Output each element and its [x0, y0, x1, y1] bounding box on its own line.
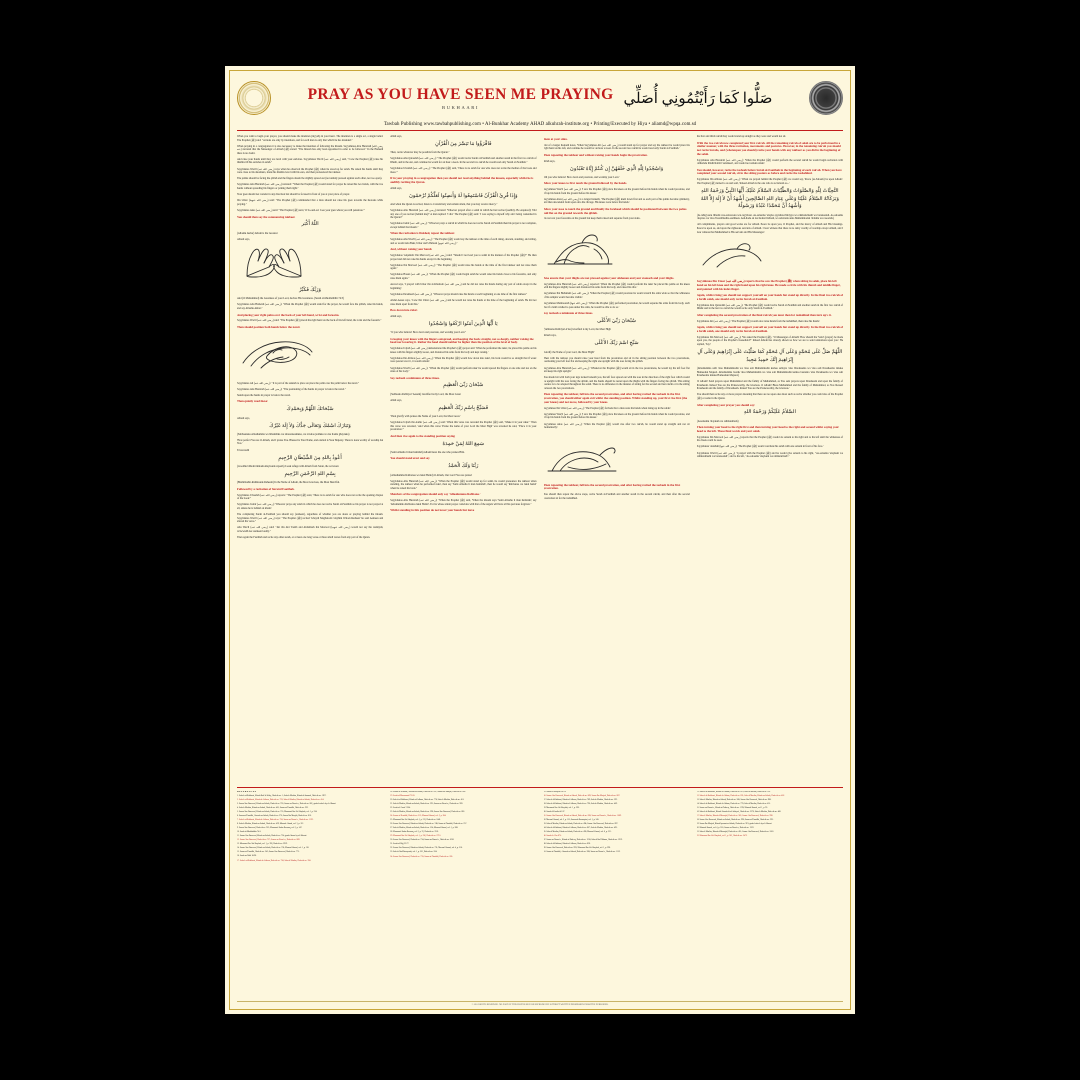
transliteration-text: Allah says,	[390, 398, 402, 402]
section-heading: After completing your prayer you should say:	[696, 402, 756, 407]
reference-item: 22. Surah al-A'raaf 7:204.	[390, 807, 411, 810]
body-paragraph: The completing Surah al-Faatihah you should say (aameen), regardless of whether you are alone or praying behind the imaam. Sayyidunaa Waa'il (رضي الله عنه) says: "The Prophet (ﷺ) recited 'Ghayril Maghdoobi 'alayhim Walad-Daalleen' he said Aameen and altered his voice."	[237, 513, 384, 524]
body-paragraph: Sayyidunaa 'Alqamah: Ibn Mas'ood (رضي الله عنه) said: "Should I not lead you to salah in the manner of the Prophet (ﷺ)?" He then prayed and did not raise his hands except in the beginning.	[390, 254, 537, 261]
arabic-text: يَا أَيُّهَا الَّذِينَ آمَنُوا ارْكَعُوا وَاسْجُدُوا	[428, 320, 498, 327]
body-paragraph: And when the Quran is recited, listen to it attentively and remain silent, that you may receive mercy."	[390, 203, 498, 207]
body-paragraph: You should sit with both your legs tucked beneath you, the left foot spread out with the toes in the direction of the right foot which would be upright with the toes facing the qiblah, and the hands should be rested upon the thighs with the fingers facing the qiblah. This sitting posture is to be adopted throughout the salah. There is no difference in the manner of sitting for the second and last rak'ah or in the sitting between the two prostrations.	[543, 376, 690, 390]
text-column	[544, 135, 690, 785]
section-heading: Bow down into ruku'.	[390, 308, 419, 313]
section-heading: them at your sides.	[543, 137, 568, 141]
reference-item: 50. Sunan at-Tirmidhi, Abwaab as-Salaah, Hadeeth no. 288; Sunan an-Nasaa'ee, Hadeeth no. 1152.	[543, 851, 621, 854]
body-paragraph: Sayyidunaa Anas (رضي الله عنه) is a longer hadeeth, 'The Prophet (ﷺ) knelt down first and so each part of his palms became symmetry, and then descended from upon onto the ribcage. His knees were below his hands.'	[543, 197, 690, 205]
body-paragraph: And raise your hands until they are level with your earlobes. Sayyidunaa Waa'il (رضي الله عنه) said, "I saw the Prophet (ﷺ) raise his thumbs till his earlobes in salah."	[237, 157, 384, 165]
section-heading: Say tasbeeh a minimum of three times.	[543, 311, 594, 316]
section-heading: You should then say the commencing takbeer.	[237, 214, 296, 219]
arabic-text: سَبِّحِ اسْمَ رَبِّكَ الأَعْلَى	[594, 340, 639, 347]
reference-item: 41. Sunan Abu Daawood, Kitaab as-Salaah, Hadeeth no. 838; Sunan an-Nasaa'ee, Hadeeth no. 1089.	[543, 815, 622, 818]
body-paragraph: Sayyidunaa Ubaadah (رضي الله عنه) reports: "The Prophet (ﷺ) said, 'There is no salah for one who does not recite the opening chapter of the book.'"	[237, 493, 384, 501]
section-heading: Then repeating the takbeer, fall into the second prostration, and after having recited the tasbeeh in the first prostration, you should either again exit whilst the standing position. Whilst standing up, your first rise first (the your knees) and not move, followed by your knees.	[543, 392, 688, 404]
body-paragraph: Sayyidunaa Waa'il (رضي الله عنه): 'I prayed with the Prophet (ﷺ) and he would give salaam to his right, "As-salaamu 'alaykum wa rahmatullaahi wa barakaatuh", and to his left, "As-salaamu 'alaykum wa rahmatullaah".'	[696, 451, 843, 459]
body-paragraph: Sayyidunaa Ubaidah (رضي الله عنه): "The Prophet (ﷺ) said, 'There is no salah for one who does not recite the mother of the book and more.'"	[390, 167, 537, 174]
sitting-posture-illustration	[544, 433, 690, 480]
body-paragraph: Sayyidunaa Hasan (رضي الله عنه): "When the Prophet (ﷺ) would begin salah he would raise his hands close to his forearms, and only raise them again."	[390, 273, 537, 280]
transliteration-text: Allaah says,	[237, 237, 250, 241]
page-title: PRAY AS YOU HAVE SEEN ME PRAYING	[307, 86, 614, 103]
body-paragraph: Sayyidunaa Ibn Mas'ood (رضي الله عنه): "The Prophet (ﷺ) would raise his hands at the time of the first takbeer and not raise them again."	[390, 263, 537, 271]
body-paragraph: (Allaahumma salli 'alaa Muhammadin wa 'alaa aali Muhammadin kamaa sallayta 'alaa Ibraaheema wa 'alaa aali Ibraaheema innaka Hameedun Majeed. Allaahumma baarik 'alaa Muhammadin wa 'alaa aali Muhammadin kamaa baarakta 'alaa Ibraaheema wa 'alaa aali Ibraaheema innaka Hameedun Majeed.)	[696, 367, 843, 378]
body-paragraph: Sayyidunaa Jaabir (رضي الله عنه): 'Whoever prays any salah in which he does not recite Surah al-Faatihah so his prayer is not prayed at all, unless he is behind an imam.'	[237, 503, 384, 510]
arabic-text: رَبَّنَا وَلَكَ الْحَمْدُ	[448, 463, 479, 470]
reference-item: 53. Saheeh Muslim, Kitaab as-Salaah, Hadeeth no. 580; Sunan Abu Daawood, Hadeeth no. 988.	[696, 799, 772, 802]
reference-item: 49. Sunan Abu Daawood, Hadeeth no. 992; Musannaf Ibn Abi Shaybah, vol. 1, p. 298.	[543, 847, 611, 850]
body-paragraph: Your gaze should not wander in any direction but should be focused in front of you at your place of prayer.	[237, 193, 350, 197]
body-paragraph: "O you who believe! Bow down and prostrate, and worship your Lord."	[390, 331, 467, 335]
section-heading: Followed by a recitation of Suratul Faatihah.	[237, 486, 295, 491]
body-paragraph: (Bismillaahir-Rahmaanir-Raheem) In the Name of Allaah, the Most Gracious, the Most Merciful.	[237, 481, 340, 485]
body-paragraph: Do not rest your forearms on the ground but keep them raised and separate from your sides.	[543, 217, 641, 221]
section-heading: Members of the congregation should only say 'Allaahumma Rabbana.'	[390, 492, 481, 497]
reference-item: 31. Surah al-Hajj 22:77.	[390, 843, 409, 846]
reference-item: 18. Sunan at-Tirmidhi, Abwaab as-Salaah, Hadeeth no. 247; Sunan Ibn Maajah, Hadeeth no. 838.	[390, 791, 466, 793]
reference-item: 28. Musannaf Abdur-Razzaaq, vol. 2, p. 70, Hadeeth no. 2531.	[390, 831, 439, 834]
section-heading: Then turning your head to the right first and then turning your head to the right and second whilst saying your head to the left. These final words end your salah.	[696, 425, 839, 433]
text-column	[237, 135, 383, 785]
body-paragraph: Sayyidunaa Ibn Mas'ood (رضي الله عنه) reports that the Prophet (ﷺ) would do salaam to his right and to his left until the whiteness of his cheek could be seen.	[696, 435, 843, 443]
body-paragraph: Sayyidunaa Ibn Abbaas (رضي الله عنه): 'When we prayed behind the Prophet (ﷺ) we would say, 'Peace (as-Salaam) be upon Allaah.' The Prophet (ﷺ) turned to us and said, 'Indeed Allaah is the one who is as-Salaam so...'	[696, 178, 843, 185]
body-paragraph: Sayyidunaa Jaabir (رضي الله عنه): "Whoever prays a rak'ah in which he does not recite Surah al-Faatihah then his prayer is not complete, except behind the imaam."	[390, 222, 537, 229]
reference-item: 7. Saheeh al-Bukhaari, Kitaab al-Adhaan, Hadeeth no. 750; Sunan an-Nasaa'ee, Hadeeth no. 1193.	[237, 819, 314, 822]
transliteration-text: Allaah says,	[543, 334, 557, 338]
body-paragraph: Sayyidunaa Anas (رضي الله عنه) said: "The Prophet (ﷺ) said, 'O So-and-so! I see your gaze where you will penetrate.'"	[237, 208, 365, 212]
references-section	[237, 791, 843, 975]
transliteration-text: Allaah says,	[237, 416, 250, 420]
section-heading: Also ensure that your thighs are not pressed against your abdomen and your stomach and your thighs.	[543, 276, 675, 281]
transliteration-text: Allah says,	[543, 159, 556, 163]
body-paragraph: (Sami Allaahu li man hamidah) Allaah hears the one who praises Him.	[390, 450, 465, 454]
section-heading: When the recitation is finished, repeat the takbeer.	[390, 231, 455, 236]
reference-item: 60. Musnad Ahmad, vol. 4, p. 316; Sunan an-Nasaa'ee, Hadeeth no. 1319.	[696, 827, 754, 830]
body-paragraph: Sayyidunaa Ibn Buhainah (رضي الله عنه): 'When the Prophet (ﷺ) would prostrate he would stretch his arms wide so that the whiteness of his armpits would become visible.'	[543, 292, 690, 299]
body-paragraph: The palms should be facing the qiblah and the fingers should be slightly spread out (not unduly pressed against each other, nor too open).	[237, 177, 383, 181]
hands-folded-illustration	[237, 333, 383, 378]
reference-item: 57. Saheeh Muslim, Kitaab al-Masaajid, Hadeeth no. 582; Sunan Abu Daawood, Hadeeth no. 996.	[696, 815, 773, 818]
arabic-text: سُبْحَانَ رَبِّيَ الأَعْلَى	[597, 317, 637, 324]
body-paragraph: Sayyidunaa Waa'il (رضي الله عنه): "When the Prophet (ﷺ) would perform ruku' he would spread his fingers at one side and not on the sides of his body."	[390, 366, 537, 374]
body-paragraph: Sayyidunaa Abu Qataadah (رضي الله عنه): "The Prophet (ﷺ) would recite Surah al-Faatihah and another surah in the first two rak'ah of Dhuhr, and in the Asr, and continue he would for an hour a noon. In the second two rak'ah he would read only Surah al-Faatihah."	[390, 157, 537, 164]
reference-item: 8. Saheeh Muslim, Kitaab as-Salaah, Hadeeth no. 429; Musnad Ahmad, vol. 3, p. 112.	[237, 823, 304, 826]
body-paragraph: Sayyidunaa Abu Qataadah (رضي الله عنه): 'The Prophet (ﷺ) would recite Surah al-Faatihah and another surah in the first two rak'ah of Dhuhr and in the last two rak'ah he would recite only Surah al-Faatihah.'	[696, 303, 843, 311]
body-paragraph: (Subhaana Rabbiyal A'laa) Glorified is my Lord, the Most High	[543, 328, 611, 332]
references-column	[390, 791, 536, 975]
footnotes-divider	[237, 787, 843, 788]
reference-item: 27. Saheeh Muslim, Kitaab as-Salaah, Hadeeth no. 534; Musnad Ahmad, vol. 1, p. 388.	[390, 827, 459, 830]
reference-item: 56. Saheeh al-Bukhaari, Kitaab Ahaadeeth al-Anbiyaa', Hadeeth no. 3370; Saheeh Muslim, Hadeeth no. 406.	[696, 811, 782, 814]
arabic-text: اللَّهُمَّ صَلِّ عَلَى مُحَمَّدٍ وَعَلَى آلِ مُحَمَّدٍ كَمَا صَلَّيْتَ عَلَى إِبْرَاهِيمَ وَعَلَى آلِ إِبْرَاهِيمَ إِنَّكَ حَمِيدٌ مَجِيدٌ	[697, 348, 843, 363]
section-heading: You should, however, recite the tasbeeh before Surah al-Faatihah in the beginning of each rak'ah. When you have completed your second rak'ah, sit in the sitting posture as before and recite the tashahhud.	[696, 167, 842, 176]
arabic-text: وَاسْجُدُوا لِلَّهِ الَّذِي خَلَقَهُنَّ إِن كُنتُمْ إِيَّاهُ تَعْبُدُونَ	[570, 165, 664, 172]
reference-item: 34. Sunan Abu Daawood, Hadeeth no. 730; Sunan at-Tirmidhi, Hadeeth no. 260.	[390, 855, 453, 858]
body-paragraph: (Assalaamu 'alaykum wa rahmatullaah)	[696, 419, 739, 423]
reference-item: 58. Sunan Abu Daawood, Kitaab as-Salaah, Hadeeth no. 996; Sunan at-Tirmidhi, Hadeeth no. 295.	[696, 819, 774, 822]
reference-item: 16. Surah an-Nahl 16:98.	[237, 855, 257, 858]
section-heading: And then rise again to the standing position saying	[390, 433, 455, 438]
arabic-text: فَسَبِّحْ بِاسْمِ رَبِّكَ الْعَظِيمِ	[438, 404, 489, 411]
copyright-bar: © ALL RIGHTS RESERVED. NO PART OF THIS POSTER MAY BE REPRODUCED WITHOUT WRITTEN PERMISSION FROM THE PUBLISHER.	[237, 1001, 843, 1006]
body-paragraph: Sayyidunaa Abu Hurairah (رضي الله عنه): "When the Prophet (ﷺ) said, 'When the imaam says 'Sami Allaahu li man hamidah', say 'Allaahumma Rabbanaa lakal Hamd'. For he whose silent prayer coincides with that of the angels will have all his previous forgiven."	[390, 499, 537, 506]
poster-body-columns	[237, 135, 843, 785]
reference-item: 37. Saheeh al-Bukhaari, Kitaab al-Adhaan, Hadeeth no. 789; Saheeh Muslim, Hadeeth no. 392.	[543, 799, 618, 802]
transliteration-text: Allah says,	[390, 186, 402, 190]
title-block	[271, 86, 809, 110]
reference-item: 44. Saheeh al-Bukhaari, Kitaab al-Adhaan, Hadeeth no. 807; Saheeh Muslim, Hadeeth no. 495.	[543, 827, 618, 830]
page-title-arabic: صَلُّوا كَمَا رَأَيْتُمُونِي أُصَلِّي	[623, 90, 773, 107]
reference-item: 24. Sunan at-Tirmidhi, Hadeeth no. 313; Musnad Ahmad, vol. 2, p. 284.	[390, 815, 447, 818]
references-title: REFERENCES	[237, 791, 257, 793]
reference-item: 25. Musannaf Ibn Abi Shaybah, vol. 1, p. 213, Hadeeth no. 2441.	[390, 819, 441, 822]
arabic-text: سَمِعَ اللهُ لِمَنْ حَمِدَهُ	[442, 440, 485, 447]
reference-item: 29. Musannaf Ibn Abi Shaybah, vol. 1, p. 236, Hadeeth no. 2710.	[390, 835, 441, 838]
transliteration-text: (Allaahu Akbar) Allaah is the Greatest	[237, 231, 278, 235]
body-paragraph: (At-tahiyyaatu lillaahi was-salawaatu wat-tayyibaat. As-salaamu 'alayka ayyuhan-Nabiyyu wa rahmatullaahi wa barakaatuh. As-salaamu 'alaynaa wa 'alaa 'ibaadillaahis-saaliheen. Ash-hadu an laa ilaaha illallaah, wa ash-hadu anna Muhammadan 'abduhu wa rasooluh.)	[696, 213, 843, 221]
reference-item: 59. Sunan Ibn Maajah, Kitaab Iqaamat as-Salaah, Hadeeth no. 919; graded saheeh by al-Albaani.	[696, 823, 772, 826]
section-heading: Allow your nose to touch the ground and finally the forehead which should be positioned between the two palms laid flat on the ground towards the qiblah.	[543, 206, 687, 215]
reference-item: 23. Saheeh Muslim, Kitaab as-Salaah, Hadeeth no. 398; Sunan Abu Daawood, Hadeeth no. 826.	[390, 811, 465, 814]
reference-item: 47. Sunan an-Nasaa'ee, Kitaab at-Tatbeeq, Hadeeth no. 1158; Saheeh Ibn Hibbaan, Hadeeth no. 1919.	[543, 839, 623, 842]
section-heading: After completing the second prostration of the final rak'ah you must then for tashahhud then turn up's it.	[696, 312, 832, 317]
transliteration-text: Allah says,	[390, 314, 402, 318]
reference-item: 5. Sunan Abu Daawood, Kitaab as-Salaah, Hadeeth no. 753; Musannaf Ibn Abi Shaybah, vol. 1, p. 234.	[237, 811, 318, 814]
body-paragraph: (A'oodhu billaahi minash-shaytaanir-rajeem) I seek refuge with Allaah from Satan, the accursed.	[237, 464, 339, 468]
body-paragraph: Sayyidunaa Abu Hurairah (رضي الله عنه) reported: 'When the Prophet (ﷺ) would perform the ruku' he placed his palms on his knees with his fingers slightly looser and distanced his arms from his body, and raised his ribs.'	[543, 282, 690, 290]
section-heading: Then quietly read these:	[237, 399, 269, 404]
body-paragraph: Then again the Faatihah and recite any other surah, or at least one long verse or three small verses from any part of the Quran.	[237, 535, 371, 539]
body-paragraph: Sayyidunaa Ali (رضي الله عنه): "It is part of the sunnah to place on place the palm over the palm below the navel."	[237, 381, 360, 385]
reference-item: 11. Sunan Abu Daawood, Kitaab as-Salaah, Hadeeth no. 724; graded hasan by al-Albaani.	[237, 835, 307, 838]
body-paragraph: Sayyidunaa Waa'il (رضي الله عنه) says when he observed the Prophet (ﷺ) when he stood up for salah. He raised his hands until they were close to his shoulders, made his thumbs level with his ears, and then pronounced the takbeer.	[237, 167, 384, 175]
transliteration-text: Ta'awwudh	[237, 448, 250, 452]
reference-item: 40. Surah al-Fussilat 41:37.	[543, 811, 565, 814]
body-paragraph: Sayyidunaa Waa'il (رضي الله عنه): 'I saw the Prophet (ﷺ) place his knees on the ground before his hands when he would prostrate, and lift up his hands from the ground before his knees.'	[543, 412, 690, 420]
section-heading: If in your praying in a congregation then you should not read anything behind the imaam, especially whilst he is audibly reciting the Quran.	[390, 176, 534, 184]
body-paragraph: Sayyidunaa Abu Hurairah (رضي الله عنه): 'Whenever the Prophet (ﷺ) would sit in the two prostrations, he would lay his left foot flat and keep his right upright.'	[543, 366, 690, 374]
reference-item: 26. Sunan Abu Daawood, Kitaab as-Salaah, Hadeeth no. 748; Sunan at-Tirmidhi, Hadeeth no. 257.	[390, 823, 467, 826]
body-paragraph: Sunah upon the hands in prayer is below the navel.	[237, 393, 291, 397]
body-paragraph: Sayyidunaa Waa'il (رضي الله عنه): 'I saw the Prophet (ﷺ) place his knees on the ground before his hands when he would prostrate, and lift up his hands from the ground before his knees.'	[543, 188, 690, 195]
body-paragraph: You should then repeat the above steps, recite Surah al-Faatihah and another surah in the second rak'ah, and then after the second prostration sit for the tashahhud.	[543, 493, 690, 500]
reference-item: 21. Saheeh Muslim, Kitaab as-Salaah, Hadeeth no. 395; Sunan an-Nasaa'ee, Hadeeth no. 909.	[390, 803, 463, 806]
body-paragraph: Sayyidunaa 'Aaishah (رضي الله عنها): 'The Prophet (ﷺ) would conclude his salah with one salaam in front of his face.'	[696, 445, 824, 449]
reference-item: 62. Musannaf Ibn Abi Shaybah, vol. 1, p. 303, Hadeeth no. 3472.	[696, 835, 748, 838]
reference-item: 12. Sunan Abu Daawood, Hadeeth no. 727; Sunan an-Nasaa'ee, Hadeeth no. 889.	[237, 839, 300, 842]
section-heading: And placing your right palm over the back of your left hand, wrist and forearm.	[237, 312, 340, 317]
body-paragraph: 'O Allaah! Send prayers upon Muhammad and the family of Muhammad, as You sent prayers upon Ibraaheem and upon the family of Ibraaheem. Indeed You are the Praiseworthy, the Glorious. O Allaah! Bless Muhammad and the family of Muhammad, as You blessed Ibraaheem and the family of Ibraaheem. Indeed You are the Praiseworthy, the Glorious.'	[696, 380, 843, 391]
arabic-text: وَإِذَا قُرِئَ الْقُرْآنُ فَاسْتَمِعُوا لَهُ وَأَنصِتُوا لَعَلَّكُمْ تُرْحَمُونَ	[409, 192, 518, 199]
body-paragraph: And (O Muhammad) the Greatness of your Lord, declare His Greatness. (Surah al-Muddaththir 74:3)	[237, 297, 344, 301]
body-paragraph: Sayyidunaa Ibn Abbaas (رضي الله عنه): 'When the Prophet (ﷺ) would bow down into ruku', his back would be so straight that if water were poured over it, it would remain.'	[390, 356, 537, 364]
section-heading: Allow your knees to first touch the ground followed by the hands.	[543, 181, 628, 186]
body-paragraph: Sayyidunaa Ali (رضي الله عنه): 'The Prophet (ﷺ) would once raise hands from the tashahhud, then raise his hands.'	[696, 319, 821, 323]
body-paragraph: Abdul-Azeez says, 'I saw Ibn Umar (رضي الله عنه) and he would not raise his hands at the time of the beginning of salah. He did not raise them apart from this.'	[390, 298, 537, 306]
reference-item: 36. Sunan Abu Daawood, Kitaab as-Salaah, Hadeeth no. 869; Sunan Ibn Maajah, Hadeeth no. 887.	[543, 795, 621, 798]
body-paragraph: Sayyidunaa Abu Hurairah (رضي الله عنه): "When the Prophet (ﷺ) would stand up for salah, he would pronounce the takbeer when standing, the takbeer when he performed ruku', then say 'Sami Allaahu li man hamidah', then he would say 'Rabbanaa wa lakal hamd' when he raised his back."	[390, 479, 537, 490]
body-paragraph: Sayyidunaa Ibn Umar (رضي الله عنه): 'The Prophet (ﷺ) forbade that a man rests his hands when rising up in the salah.'	[543, 406, 671, 410]
body-paragraph: Sayyidunaa Abu Hurairah (رضي الله عنه): 'When the Prophet (ﷺ) would perform the second rak'ah he would begin recitation with 'Alhamdu lillahi Rabbil 'aalameen', and would not remain silent.'	[696, 158, 843, 166]
poster-header	[237, 76, 843, 120]
reference-item: 55. Sunan an-Nasaa'ee, Kitaab at-Tatbeeq, Hadeeth no. 1178; Musnad Ahmad, vol. 1, p. 93.	[696, 807, 768, 810]
reference-item: 13. Musannaf Ibn Abi Shaybah, vol. 1, p. 390, Hadeeth no. 3959.	[237, 843, 288, 846]
body-paragraph: Abu Waa'il (رضي الله عنه) said: "Ali ibn Abi Taalib and Abdullaah ibn Mas'ood (رضي الله عنهما) would not say the tasmiyah, ta'awwudh nor Aameen loudly."	[237, 526, 384, 533]
arabic-text: فَاقْرَؤُوا مَا تَيَسَّرَ مِنَ الْقُرْآنِ	[435, 141, 492, 147]
body-paragraph: Sayyidunaa Abu Hurairah (رضي الله عنه) narrated: "When the Prophet (ﷺ) would stand for prayer he raised his two hands, with the two hands without spreading his fingers or joining them tight."	[237, 183, 384, 190]
references-column	[697, 791, 843, 975]
arabic-text: سُبْحَانَ رَبِّيَ الْعَظِيمِ	[443, 382, 484, 389]
reference-item: 20. Saheeh al-Bukhaari, Kitaab al-Adhaan, Hadeeth no. 776; Saheeh Muslim, Hadeeth no. 451.	[390, 799, 465, 802]
body-paragraph: Then with the takbeer you should raise your head from the prostration and sit in the sitting position between the two prostrations, positioning your left foot flat and keeping the right one upright with the toes facing the qiblah.	[543, 356, 690, 364]
body-paragraph: 'Oh you who believe! Bow down and prostrate, and worship your Lord.'	[543, 175, 620, 179]
arabic-text: بِسْمِ اللهِ الرَّحْمَنِ الرَّحِيمِ	[284, 471, 336, 478]
reference-item: 35. Surah al-Waaqi'ah 56:74.	[543, 791, 566, 793]
section-heading: Again, whilst rising you should not support yourself on your hands but stand up directly. In the final two rak'ah of a fardh salah, one should only recite Surah al-Faatihah.	[696, 293, 843, 302]
section-heading: Say tasbeeh a minimum of three times.	[390, 375, 440, 380]
body-paragraph: Sayyidunaa Ibraaheem (رضي الله عنه): "Whoever prays should raise his hands at each beginning at one time of the first takbeer."	[390, 292, 528, 296]
reference-item: 39. Musannaf Ibn Abi Shaybah, vol. 1, p. 390.	[543, 807, 580, 810]
reference-item: 2. Saheeh al-Bukhaari, Kitaab al-Adhaan, Hadeeth no. 722; Saheeh Muslim, Kitaab as-Salaah, Hadeeth no. 414.	[237, 799, 324, 802]
section-heading: Grasping your knees with the fingers outspread, and keeping the back straight, not so deeply, neither raising the head nor lowering it. Rather the head should neither be higher than the position of the level of body.	[390, 336, 534, 345]
body-paragraph: Sayyidunaa Abu Hamzah (رضي الله عنه): "When the Prophet (ﷺ) would stand for the prayer, he would face the qiblah, raise his hands, and say Allaahu Akbar."	[237, 303, 384, 311]
body-paragraph: Sayyidunaa Maimoonah (رضي الله عنها): 'When the Prophet (ﷺ) performed prostration, he would separate his arms from his body, such that if a lamb wished to pass under his arms, he would be able to do so.'	[543, 302, 690, 309]
body-paragraph: Sayyidunaa Abu Hurairah (رضي الله عنه): "The positioning of the hands in prayer is below the navel."	[237, 387, 346, 391]
section-heading: Then repeating the takbeer and without raising your hands begin the prostration.	[543, 152, 648, 157]
reference-item: 10. Surah al-Muddaththir 74:3.	[237, 831, 262, 834]
body-paragraph: Aswad says, 'I prayed with Umar ibn al-Khattaab (رضي الله عنه) and he did not raise his hands during any part of salah except in the beginning.'	[390, 283, 537, 290]
section-heading: Whilst standing in this position do not lower your hands but leave	[390, 508, 475, 513]
credit-line: Tawbah Publishing www.tawbahpublishing.com • Al-Bunkhar Academy AHAD alkuhrah-institute.org • Printing/Executed by Hiya • aliamd@wpqa.com.sd	[383, 122, 697, 127]
body-paragraph: the first and third rak'ah they would stand up straight as they were and would not sit.	[696, 135, 787, 138]
reference-item: 45. Saheeh Muslim, Kitaab as-Salaah, Hadeeth no. 496; Musnad Ahmad, vol. 6, p. 331.	[543, 831, 612, 834]
section-heading: With the two rak'ah now completed your first rak'ah. All the remaining rak'ah of salah are to be performed in a similar manner, with the three recitation, movements and postures. However, in the remaining rak'ah you should not recite Surahs, and (whereupon you should) recite your hands with any takbeer as you did in the beginning of the salah.	[696, 140, 841, 156]
arabic-text: وَتَبَارَكَ اسْمُكَ وَتَعَالَى جَدُّكَ وَلاَ إِلَهَ غَيْرُكَ	[269, 422, 351, 429]
reference-item: 17. Saheeh al-Bukhaari, Kitaab al-Adhaan, Hadeeth no. 756; Saheeh Muslim, Hadeeth no. 394.	[237, 859, 311, 862]
body-paragraph: You should then recite any or more prayers meaning that there are no upon ones most such as recite whether you could also of the Prophet (ﷺ) or some in the Quran.	[696, 393, 843, 401]
text-column	[697, 135, 843, 785]
body-paragraph: Sayyidunaa Anas (رضي الله عنه): 'When the Prophet (ﷺ) would rise after two rak'ah, he would stand up straight and not sit momentarily.'	[543, 422, 690, 430]
hands-raised-takbeer-illustration	[237, 244, 383, 283]
body-paragraph: When you wish to begin your prayer, you should make the intention (niyyah) in your heart. The intention is a single act, a single belief. The Prophet (ﷺ) said: "Actions are only by intentions, and for each man is only that which he has intended."	[237, 135, 384, 142]
reference-item: 51. Saheeh al-Bukhaari, Kitaab al-Adhaan, Hadeeth no. 823; Saheeh Muslim, Hadeeth no. 392.	[696, 791, 771, 793]
reference-item: 15. Sunan at-Tirmidhi, Hadeeth no. 243; Sunan Abu Daawood, Hadeeth no. 775.	[237, 851, 300, 854]
publisher-seal-left-icon	[237, 81, 271, 115]
body-paragraph: 'Glorify the Name of your Lord, the Most High!'	[543, 350, 595, 354]
section-heading: Then repeating the takbeer, fall into the second prostration, and after having recited the tasbeeh in the first prostration.	[543, 482, 681, 491]
body-paragraph: 'Then glorify with praises the Name of your Lord, the Most Great.'	[390, 415, 461, 419]
header-divider	[237, 130, 843, 131]
body-paragraph: (Subhaanaka Allaahumma wa bihamdika wa tabaarakasmuka, wa ta'aalaa jadduka wa laa ilaaha ghayruka)	[237, 432, 350, 436]
body-paragraph: Sayyidunaa Uqbah ibn Aamir (رضي الله عنه) said: 'When this verse was revealed the Prophet (ﷺ) said, "Make it in your ruku'." Then this verse was revealed, 'And when this verse 'Praise the name of your Lord the Most High' was revealed he said, "Place it in your prostration."'	[390, 421, 537, 432]
index-finger-tashahhud-illustration	[697, 237, 843, 276]
body-paragraph: Sayyidunaa Waa'il (رضي الله عنه) said: "The Prophet (ﷺ) placed his right hand on the back of his left hand, the wrist and the forearm."	[237, 319, 382, 323]
body-paragraph: Then, recite whatever may be possible from the Quran."	[390, 151, 450, 155]
reference-item: 33. Saheeh Ibn Khuzaymah, vol. 1, p. 301, Hadeeth no. 594.	[390, 851, 438, 854]
reference-item: 6. Sunan at-Tirmidhi, Abwaab as-Salaah, Hadeeth no. 270; Sunan Ibn Maajah, Hadeeth no. 810.	[237, 815, 312, 818]
section-heading: Then should position both hands below the navel.	[237, 324, 301, 329]
section-heading: Again, whilst rising you should not support yourself on your hands but stand up directly. In the final two rak'ah of a fardh salah, one should only recite Surah al-Faatihah.	[696, 325, 843, 333]
section-heading: And, without raising your hands	[390, 247, 432, 252]
body-paragraph: Ibn Umar (رضي الله عنهما) said: "The Prophet (ﷺ) commanded that a man should not raise his gaze towards the heavens while praying."	[237, 199, 384, 206]
reference-item: 30. Sunan Abu Daawood, Hadeeth no. 734; Sunan an-Nasaa'ee, Hadeeth no. 1030.	[390, 839, 455, 842]
body-paragraph: Out of a longer hadeeth notes, 'When Sayyidunaa Ali (رضي الله عنه) would stand up for prayer and say the takbeer he would place his right hand on his left, and continue he would for an hour a noon. In the second two rak'ah he would read only Surah al-Faatihah.'	[543, 143, 690, 151]
body-paragraph: (Subhaana Rabbiyal 'Azeem) Glorified is my Lord, the Most Great	[390, 392, 461, 396]
arabic-text: اللّهُ أَكْبَر	[301, 221, 319, 228]
references-column	[237, 791, 383, 975]
arabic-text: التَّحِيَّاتُ لِلَّهِ وَالصَّلَوَاتُ وَالطَّيِّبَاتُ السَّلاَمُ عَلَيْكَ أَيُّهَا النَّبِيُّ وَرَحْمَةُ اللهِ وَبَرَكَاتُهُ السَّلاَمُ عَلَيْنَا وَعَلَى عِبَادِ اللهِ الصَّالِحِينَ أَشْهَدُ أَنْ لاَ إِلَهَ إِلاَّ اللهُ وَأَشْهَدُ أَنَّ مُحَمَّدًا عَبْدُهُ وَرَسُولُهُ	[700, 187, 839, 210]
arabic-text: أَعُوذُ بِاللهِ مِنَ الشَّيْطَانِ الرَّجِيمِ	[278, 454, 342, 461]
body-paragraph: 'All compliments, prayers and good works are for Allaah. Peace be upon you, O Prophet, and the mercy of Allaah and His blessings. Peace be upon us, and upon the righteous servants of Allaah. I bear witness that there is no deity worthy of worship except Allaah, and I bear witness that Muhammad is His servant and His Messenger.'	[696, 223, 843, 234]
reference-item: 4. Saheeh Muslim, Kitaab as-Salaah, Hadeeth no. 401; Sunan at-Tirmidhi, Hadeeth no. 239.	[237, 807, 309, 810]
reference-item: 19. Surah al-Muzzammil 73:20.	[390, 795, 415, 798]
body-paragraph: Sayyidunaa Uqbah (رضي الله عنه) demonstrated the Prophet's (ﷺ) prayer and: 'When he performed the ruku', he placed his palms on his knees with his fingers slightly looser, and distanced his arms from his body and kept raising.'	[390, 347, 537, 354]
body-paragraph: Sayyidunaa Ibn Mas'ood (رضي الله عنه): 'We asked the Prophet (ﷺ), "O Messenger of Allaah! How should the 'Salat' (prayer) be made upon you, the people of the Prophet's household?" Indeed Allaah has already shown us how we are to send salutations upon you.' He replied, 'Say:'	[696, 335, 843, 346]
reference-item: 43. Saheeh Muslim, Kitaab as-Salaah, Hadeeth no. 494; Sunan Abu Daawood, Hadeeth no. 897.	[543, 823, 618, 826]
reference-item: 3. Sunan Abu Daawood, Kitaab as-Salaah, Hadeeth no. 726; Sunan an-Nasaa'ee, Hadeeth no. 881, graded saheeh by al-Albaani.	[237, 803, 337, 806]
body-paragraph: Sayyidunaa Abu Waa'il (رضي الله عنه): "The Prophet (ﷺ) would say the takbeer at the time of each rising, descent, standing, and sitting, and so would Abu Bakr, Umar and Uthmaan (رضي الله عنهم)."	[390, 238, 537, 245]
body-paragraph: Sayyidunaa Abu Hurairah (رضي الله عنه) narrated: 'Whoever prayed after a salah in which he had recited (audibly. He enquired): 'Did any one of you recited (behind me)?' A man replied: 'I did.' The Prophet (ﷺ) said: 'I was saying to myself why am I being contended in the Quran?'	[390, 209, 537, 220]
reference-item: 48. Saheeh al-Bukhaari, Kitaab al-Adhaan, Hadeeth no. 828.	[543, 843, 591, 846]
section-heading: Sayyidunaa Ibn Umar (رضي الله عنه) reports that he saw the Prophet (ﷺ) when sitting in salah, place his left hand on his left knee and the right hand upon his right knee. He made a circle with his thumb and middle finger, and pointed with his index finger.	[696, 279, 841, 291]
reference-item: 52. Saheeh al-Bukhaari, Kitaab al-Adhaan, Hadeeth no. 831; Saheeh Muslim, Kitaab as-Salaah, Hadeeth no. 402.	[696, 795, 785, 798]
prayer-poster	[225, 66, 855, 1014]
reference-item: 1. Saheeh al-Bukhaari, Kitaab Bad' al-Wahy, Hadeeth no. 1; Saheeh Muslim, Kitaab al-Imaarah, Hadeeth no. 1907.	[237, 795, 327, 797]
body-paragraph: When praying in a congregation it is also necessary to make the intention of following the Imaam. Sayyidunaa Abu Hurairah (رضي الله عنه) narrated that the Messenger of Allaah (ﷺ) stated: "The Imaam has only been appointed in order to be followed." In the Hadeeth there is no doubt.	[237, 144, 384, 155]
reference-item: 46. Surah al-A'laa 87:1.	[543, 835, 562, 838]
reference-item: 54. Saheeh al-Bukhaari, Kitaab al-Adhaan, Hadeeth no. 776; Saheeh Muslim, Hadeeth no. 451.	[696, 803, 771, 806]
body-paragraph: (Allaahumma Rabbanaa wa lakal Hamd) O Allaah, Our Lord! You are praise!	[390, 473, 473, 477]
arabic-text: السَّلاَمُ عَلَيْكُمْ وَرَحْمَةُ اللهِ	[743, 409, 796, 416]
reference-item: 42. Musnad Ahmad, vol. 3, p. 155; Sunan ad-Daaraqutni, vol. 1, p. 345.	[543, 819, 600, 822]
reference-item: 14. Sunan Abu Daawood, Kitaab as-Salaah, Hadeeth no. 756; Musnad Ahmad, vol. 1, p. 110.	[237, 847, 310, 850]
text-column	[390, 135, 536, 785]
reference-item: 9. Sunan Abu Daawood, Hadeeth no. 913; Musannaf Abdur-Razzaaq, vol. 2, p. 147.	[237, 827, 303, 830]
arabic-text: وَرَبَّكَ فَكَبِّرْ	[299, 287, 322, 294]
reference-item: 32. Sunan Abu Daawood, Kitaab as-Salaah, Hadeeth no. 731; Musnad Ahmad, vol. 4, p. 316.	[390, 847, 463, 850]
academy-seal-right-icon	[809, 81, 843, 115]
section-heading: You should stand erect and say	[390, 456, 430, 461]
references-column	[544, 791, 690, 975]
prostration-sujood-illustration	[544, 224, 690, 273]
arabic-text: سُبْحَانَكَ اللّهُمَّ وَبِحَمْدِكَ	[286, 406, 334, 413]
reference-item: 38. Saheeh al-Bukhaari, Kitaab al-Adhaan, Hadeeth no. 796; Saheeh Muslim, Hadeeth no. 409.	[543, 803, 618, 806]
title-source: BUKHAARI	[442, 105, 480, 110]
reference-item: 61. Saheeh Muslim, Kitaab al-Masaajid, Hadeeth no. 431; Sunan Abu Daawood, Hadeeth no. 1001.	[696, 831, 774, 834]
body-paragraph: 'How perfect You are O Allaah, and I praise You. Blessed is Your Name, and exalted is Your Majesty. There is none worthy of worship but You.'	[237, 438, 384, 446]
transliteration-text: Allah says,	[390, 135, 402, 138]
